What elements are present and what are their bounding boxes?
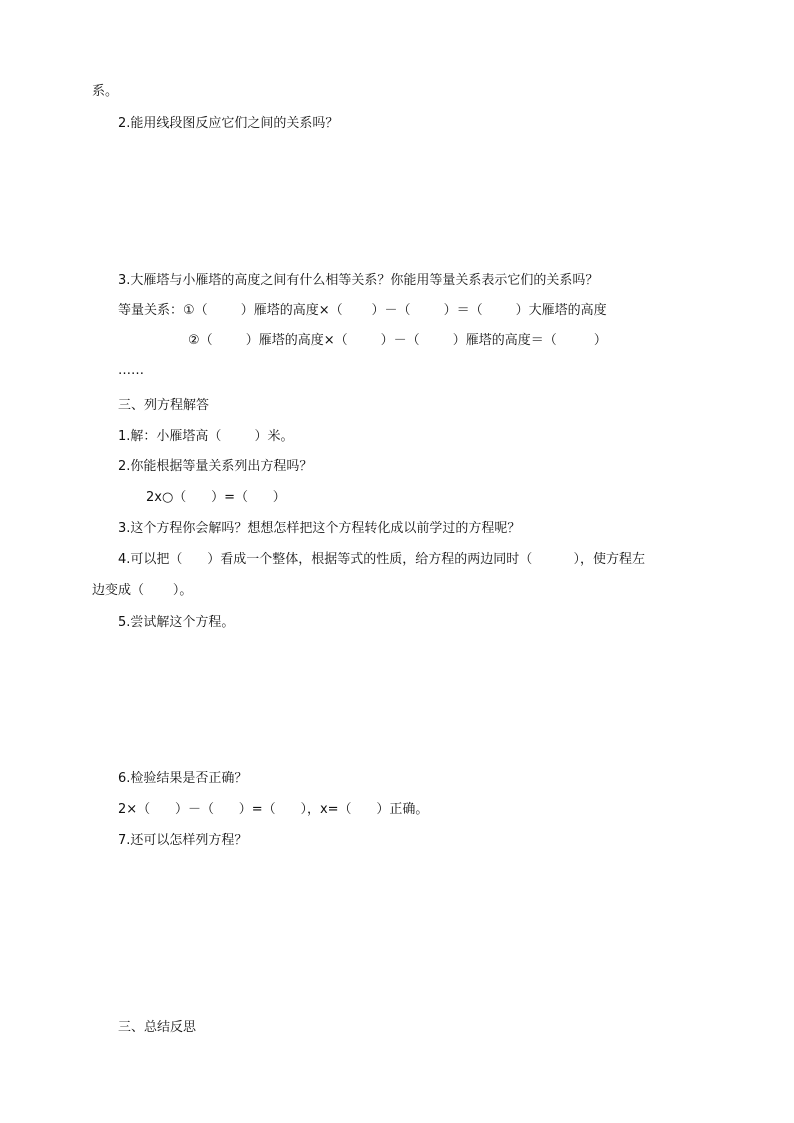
question-2-line-diagram: 2.能用线段图反应它们之间的关系吗？ bbox=[118, 116, 339, 131]
check-template: 2×（ ）－（ ）=（ ），x=（ ）正确。 bbox=[118, 802, 429, 817]
equation-template: 2x○（ ）=（ ） bbox=[146, 490, 286, 505]
step-6-check: 6.检验结果是否正确？ bbox=[118, 771, 248, 786]
step-4-continuation: 边变成（ ）。 bbox=[92, 583, 193, 598]
step-4-whole: 4.可以把（ ）看成一个整体，根据等式的性质，给方程的两边同时（ ），使方程左 bbox=[118, 552, 646, 567]
step-3-transform: 3.这个方程你会解吗？想想怎样把这个方程转化成以前学过的方程呢？ bbox=[118, 521, 521, 536]
relation-2: ②（ ）雁塔的高度×（ ）－（ ）雁塔的高度＝（ ） bbox=[188, 333, 607, 348]
step-2-equation-question: 2.你能根据等量关系列出方程吗？ bbox=[118, 459, 313, 474]
continuation-text: 系。 bbox=[92, 84, 119, 99]
ellipsis: …… bbox=[118, 363, 144, 378]
section-heading-summary: 三、总结反思 bbox=[118, 1020, 197, 1035]
step-7-other-equation: 7.还可以怎样列方程？ bbox=[118, 833, 248, 848]
step-1-unknown: 1.解：小雁塔高（ ）米。 bbox=[118, 429, 294, 444]
step-5-solve: 5.尝试解这个方程。 bbox=[118, 615, 235, 630]
question-3-equal-relation: 3.大雁塔与小雁塔的高度之间有什么相等关系？你能用等量关系表示它们的关系吗？ bbox=[118, 273, 599, 288]
section-heading-solve: 三、列方程解答 bbox=[118, 398, 210, 413]
relation-1: 等量关系：①（ ）雁塔的高度×（ ）－（ ）＝（ ）大雁塔的高度 bbox=[118, 303, 607, 318]
